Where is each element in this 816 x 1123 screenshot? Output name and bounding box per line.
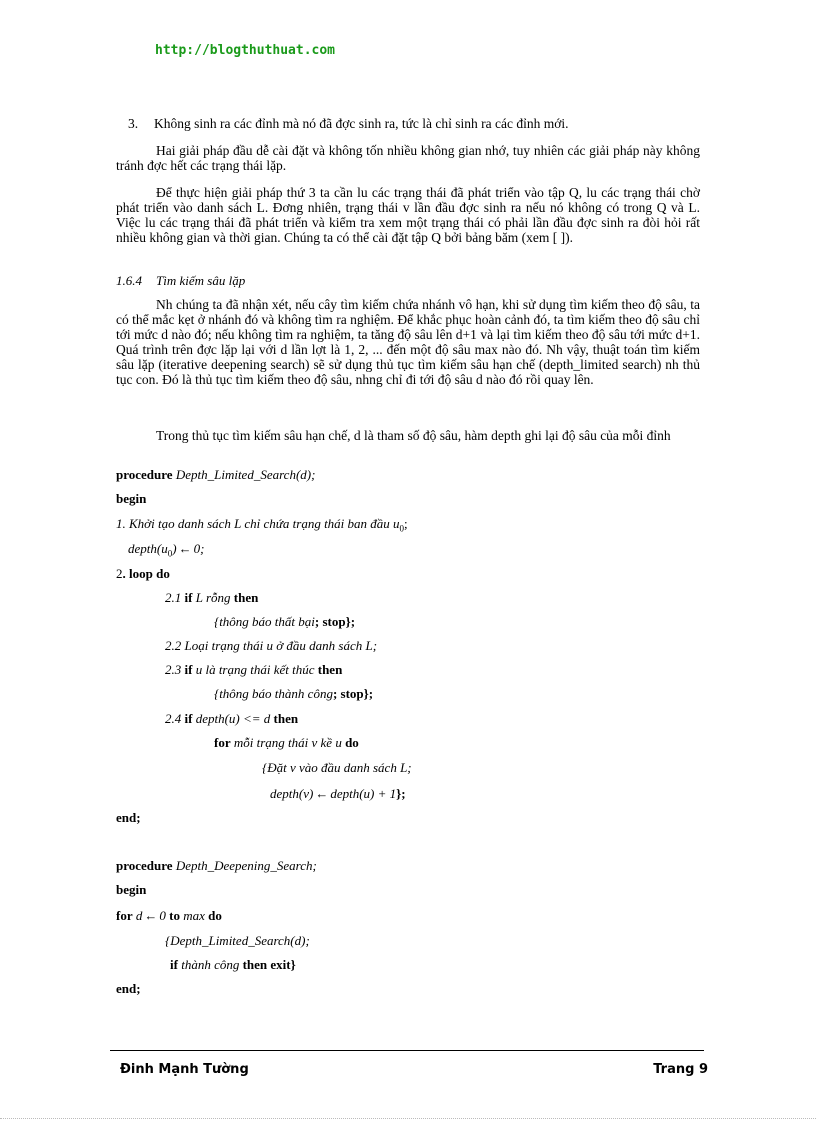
paragraph-3: Nh chúng ta đã nhận xét, nếu cây tìm kiếm chứa nhánh vô hạn, khi sử dụng tìm kiếm theo độ sâu, ta có thể mắc kẹt ở nhánh đó và không tìm ra nghiệm. Để khắc phục hoàn cảnh đó, ta tìm kiếm theo độ sâu chỉ tới mức d nào đó; nếu không tìm ra nghiệm, ta tăng độ sâu lên d+1 và lại tìm kiếm theo độ sâu tới mức d+1. Quá trình trên đợc lặp lại với d lần lợt là 1, 2, ... đến một độ sâu max nào đó. Nh vậy, thuật toán tìm kiếm sâu lặp (iterative deepening search) sẽ sử dụng thủ tục tìm kiếm sâu hạn chế (depth_limited search) nh thủ tục con. Đó là thủ tục tìm kiếm theo độ sâu, nhng chỉ đi tới độ sâu d nào đó rồi quay lên. [116, 297, 700, 387]
code-proc2-header: procedure Depth_Deepening_Search; [116, 858, 317, 873]
code-for-body-2: depth(v) ← depth(u) + 1}; [270, 786, 406, 801]
code-for-body-1: {Đặt v vào đầu danh sách L; [262, 760, 412, 775]
code-step-2-3: 2.3 if u là trạng thái kết thúc then [165, 662, 343, 677]
code-step-1: 1. Khởi tạo danh sách L chỉ chứa trạng thái ban đầu $u_0$; [116, 516, 408, 534]
section-number: 1.6.4 [116, 273, 142, 288]
section-title: Tìm kiếm sâu lặp [156, 273, 246, 288]
code-depth-init: $depth(u_0)$ ← 0; [128, 541, 205, 559]
footer-divider [110, 1050, 704, 1051]
code-end-1: end; [116, 810, 141, 825]
assign-arrow-icon: ← [144, 908, 158, 923]
blog-url[interactable]: http://blogthuthuat.com [155, 43, 336, 58]
paragraph-2: Để thực hiện giải pháp thứ 3 ta cần lu các trạng thái đã phát triển vào tập Q, lu các trạng thái chờ phát triển vào danh sách L. Đơng nhiên, trạng thái v lần đầu đợc sinh ra nếu nó không có trong Q và L. Việc lu các trạng thái đã phát triển và kiểm tra xem một trạng thái có phải lần đầu đợc sinh ra đòi hỏi rất nhiều không gian và thời gian. Chúng ta có thể cài đặt tập Q bởi bảng băm (xem [ ]). [116, 185, 700, 245]
code-proc1-header: procedure Depth_Limited_Search(d); [116, 467, 316, 482]
list-item-text: Không sinh ra các đỉnh mà nó đã đợc sinh ra, tức là chỉ sinh ra các đỉnh mới. [154, 116, 569, 131]
assign-arrow-icon: ← [178, 541, 192, 556]
code-step-2-3-body: {thông báo thành công; stop}; [214, 686, 374, 701]
section-heading [116, 273, 245, 289]
paragraph-4: Trong thủ tục tìm kiếm sâu hạn chế, d là tham số độ sâu, hàm depth ghi lại độ sâu của mỗi đỉnh [156, 428, 671, 443]
code-step-2-4: 2.4 if depth(u) <= d then [165, 711, 299, 726]
list-item-3 [128, 116, 568, 132]
code-begin-1: begin [116, 491, 147, 506]
footer-author: Đinh Mạnh Tường [120, 1062, 249, 1077]
code-step-2-2: 2.2 Loại trạng thái u ở đầu danh sách L; [165, 638, 378, 653]
code-if-exit: if thành công then exit} [170, 957, 296, 972]
code-step-2-1: 2.1 if L rỗng then [165, 590, 259, 605]
code-step-2: 2. loop do [116, 566, 170, 581]
footer-page-number: Trang 9 [653, 1062, 708, 1077]
code-for-loop: for mỗi trạng thái v kề u do [214, 735, 359, 750]
code-end-2: end; [116, 981, 141, 996]
paragraph-1: Hai giải pháp đầu dễ cài đặt và không tốn nhiều không gian nhớ, tuy nhiên các giải pháp này không tránh đợc hết các trạng thái lặp. [116, 143, 700, 173]
code-for-d: for d ← 0 to max do [116, 908, 222, 923]
code-step-2-1-body: {thông báo thất bại; stop}; [214, 614, 356, 629]
code-call: {Depth_Limited_Search(d); [165, 933, 310, 948]
page-bottom-border [0, 1118, 816, 1119]
code-begin-2: begin [116, 882, 147, 897]
list-item-number: 3. [128, 116, 139, 131]
assign-arrow-icon: ← [315, 786, 329, 801]
